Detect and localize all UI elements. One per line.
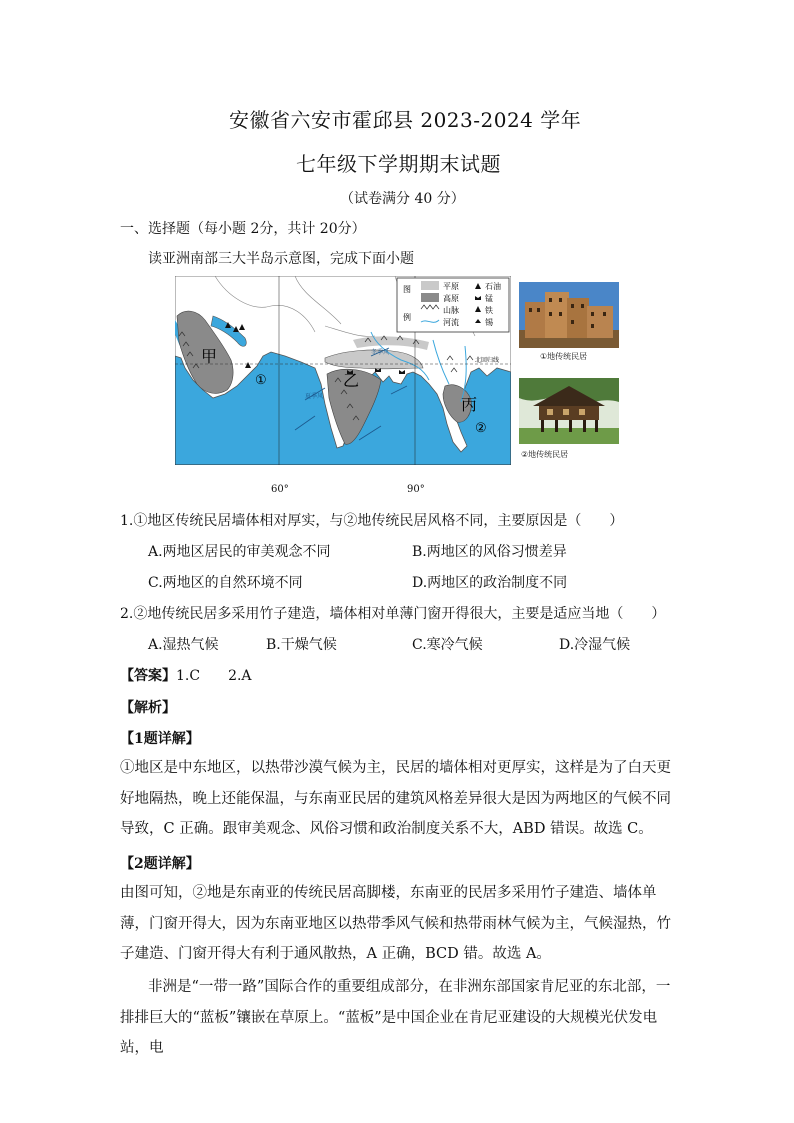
photo-stilt-house [519,378,619,444]
photo-desert-dwelling [519,282,619,348]
answer-row [120,665,252,685]
legend-mountain: 山脉 [443,306,459,315]
title-line-1: 安徽省六安市霍邱县 2023-2024 学年 [229,108,582,132]
analysis-label: 【解析】 [120,700,176,716]
legend-plain: 平原 [443,282,459,291]
q2-analysis-label: 【2题详解】 [120,856,200,872]
q1-analysis-label: 【1题详解】 [120,731,200,747]
legend-iron: 铁 [485,306,493,315]
photo1-caption: ①地传统民居 [540,352,588,361]
q2-option-b: B.干燥气候 [266,637,337,653]
legend-oil: 石油 [485,282,501,291]
passage-text: 非洲是“一带一路”国际合作的重要组成部分，在非洲东部国家肯尼亚的东北部，一排排巨大的“蓝板”镶嵌在草原上。“蓝板”是中国企业在肯尼亚建设的大规模光伏发电站，电 [120,979,671,1056]
section-intro: 读亚洲南部三大半岛示意图，完成下面小题 [148,251,414,267]
photo2-caption: ②地传统民居 [521,450,569,459]
legend-li: 例 [403,313,411,322]
q1-option-d: D.两地区的政治制度不同 [412,575,568,591]
full-score-note: （试卷满分 40 分） [340,191,465,207]
region-jia-label: 甲 [201,347,218,366]
answer-text: 1.C 2.A [176,668,252,684]
longitude-90: 90° [407,484,425,495]
q2-option-a: A.湿热气候 [148,637,219,653]
monsoon-winter-label: 冬季风 [371,349,390,356]
q2-analysis-text: 由图可知，②地是东南亚的传统民居高脚楼，东南亚的民居多采用竹子建造、墙体单薄，门窗开得大，因为东南亚地区以热带季风气候和热带雨林气候为主，气候湿热，竹子建造、门窗开得大有利于通风散热，A 正确，BCD 错。故选 A。 [120,885,671,962]
section-heading: 一、选择题（每小题 2分，共计 20分） [120,221,366,237]
legend-river: 河流 [443,318,459,327]
legend-plateau: 高原 [443,294,459,303]
q2-option-d: D.冷湿气候 [559,637,631,653]
q2-stem: 2.②地传统民居多采用竹子建造，墙体相对单薄门窗开得很大，主要是适应当地（ ） [120,606,666,622]
tropic-label: 北回归线 [475,357,500,364]
answer-label: 【答案】 [120,668,176,684]
region-bing-label: 丙 [461,395,478,414]
q1-option-c: C.两地区的自然环境不同 [148,575,303,591]
legend-manganese: 锰 [485,294,493,303]
title-line-2: 七年级下学期期末试题 [296,152,501,176]
q1-stem: 1.①地区传统民居墙体相对厚实，与②地传统民居风格不同，主要原因是（ ） [120,513,624,529]
marker-2: ② [475,421,487,436]
marker-1: ① [255,373,267,388]
legend-tu: 图 [403,285,411,294]
q1-analysis-text: ①地区是中东地区，以热带沙漠气候为主，民居的墙体相对更厚实，这样是为了白天更好地隔热，晚上还能保温，与东南亚民居的建筑风格差异很大是因为两地区的气候不同导致，C 正确。跟审美观念、风俗习惯和政治制度关系不大，ABD 错误。故选 C。 [120,760,671,837]
q1-option-b: B.两地区的风俗习惯差异 [412,544,567,560]
south-asia-map [175,276,511,465]
region-yi-label: 乙 [343,371,360,390]
legend-tin: 锡 [485,318,493,327]
q2-option-c: C.寒冷气候 [412,637,483,653]
monsoon-summer-label: 夏季风 [305,393,324,400]
q1-option-a: A.两地区居民的审美观念不同 [148,544,331,560]
longitude-60: 60° [271,484,289,495]
